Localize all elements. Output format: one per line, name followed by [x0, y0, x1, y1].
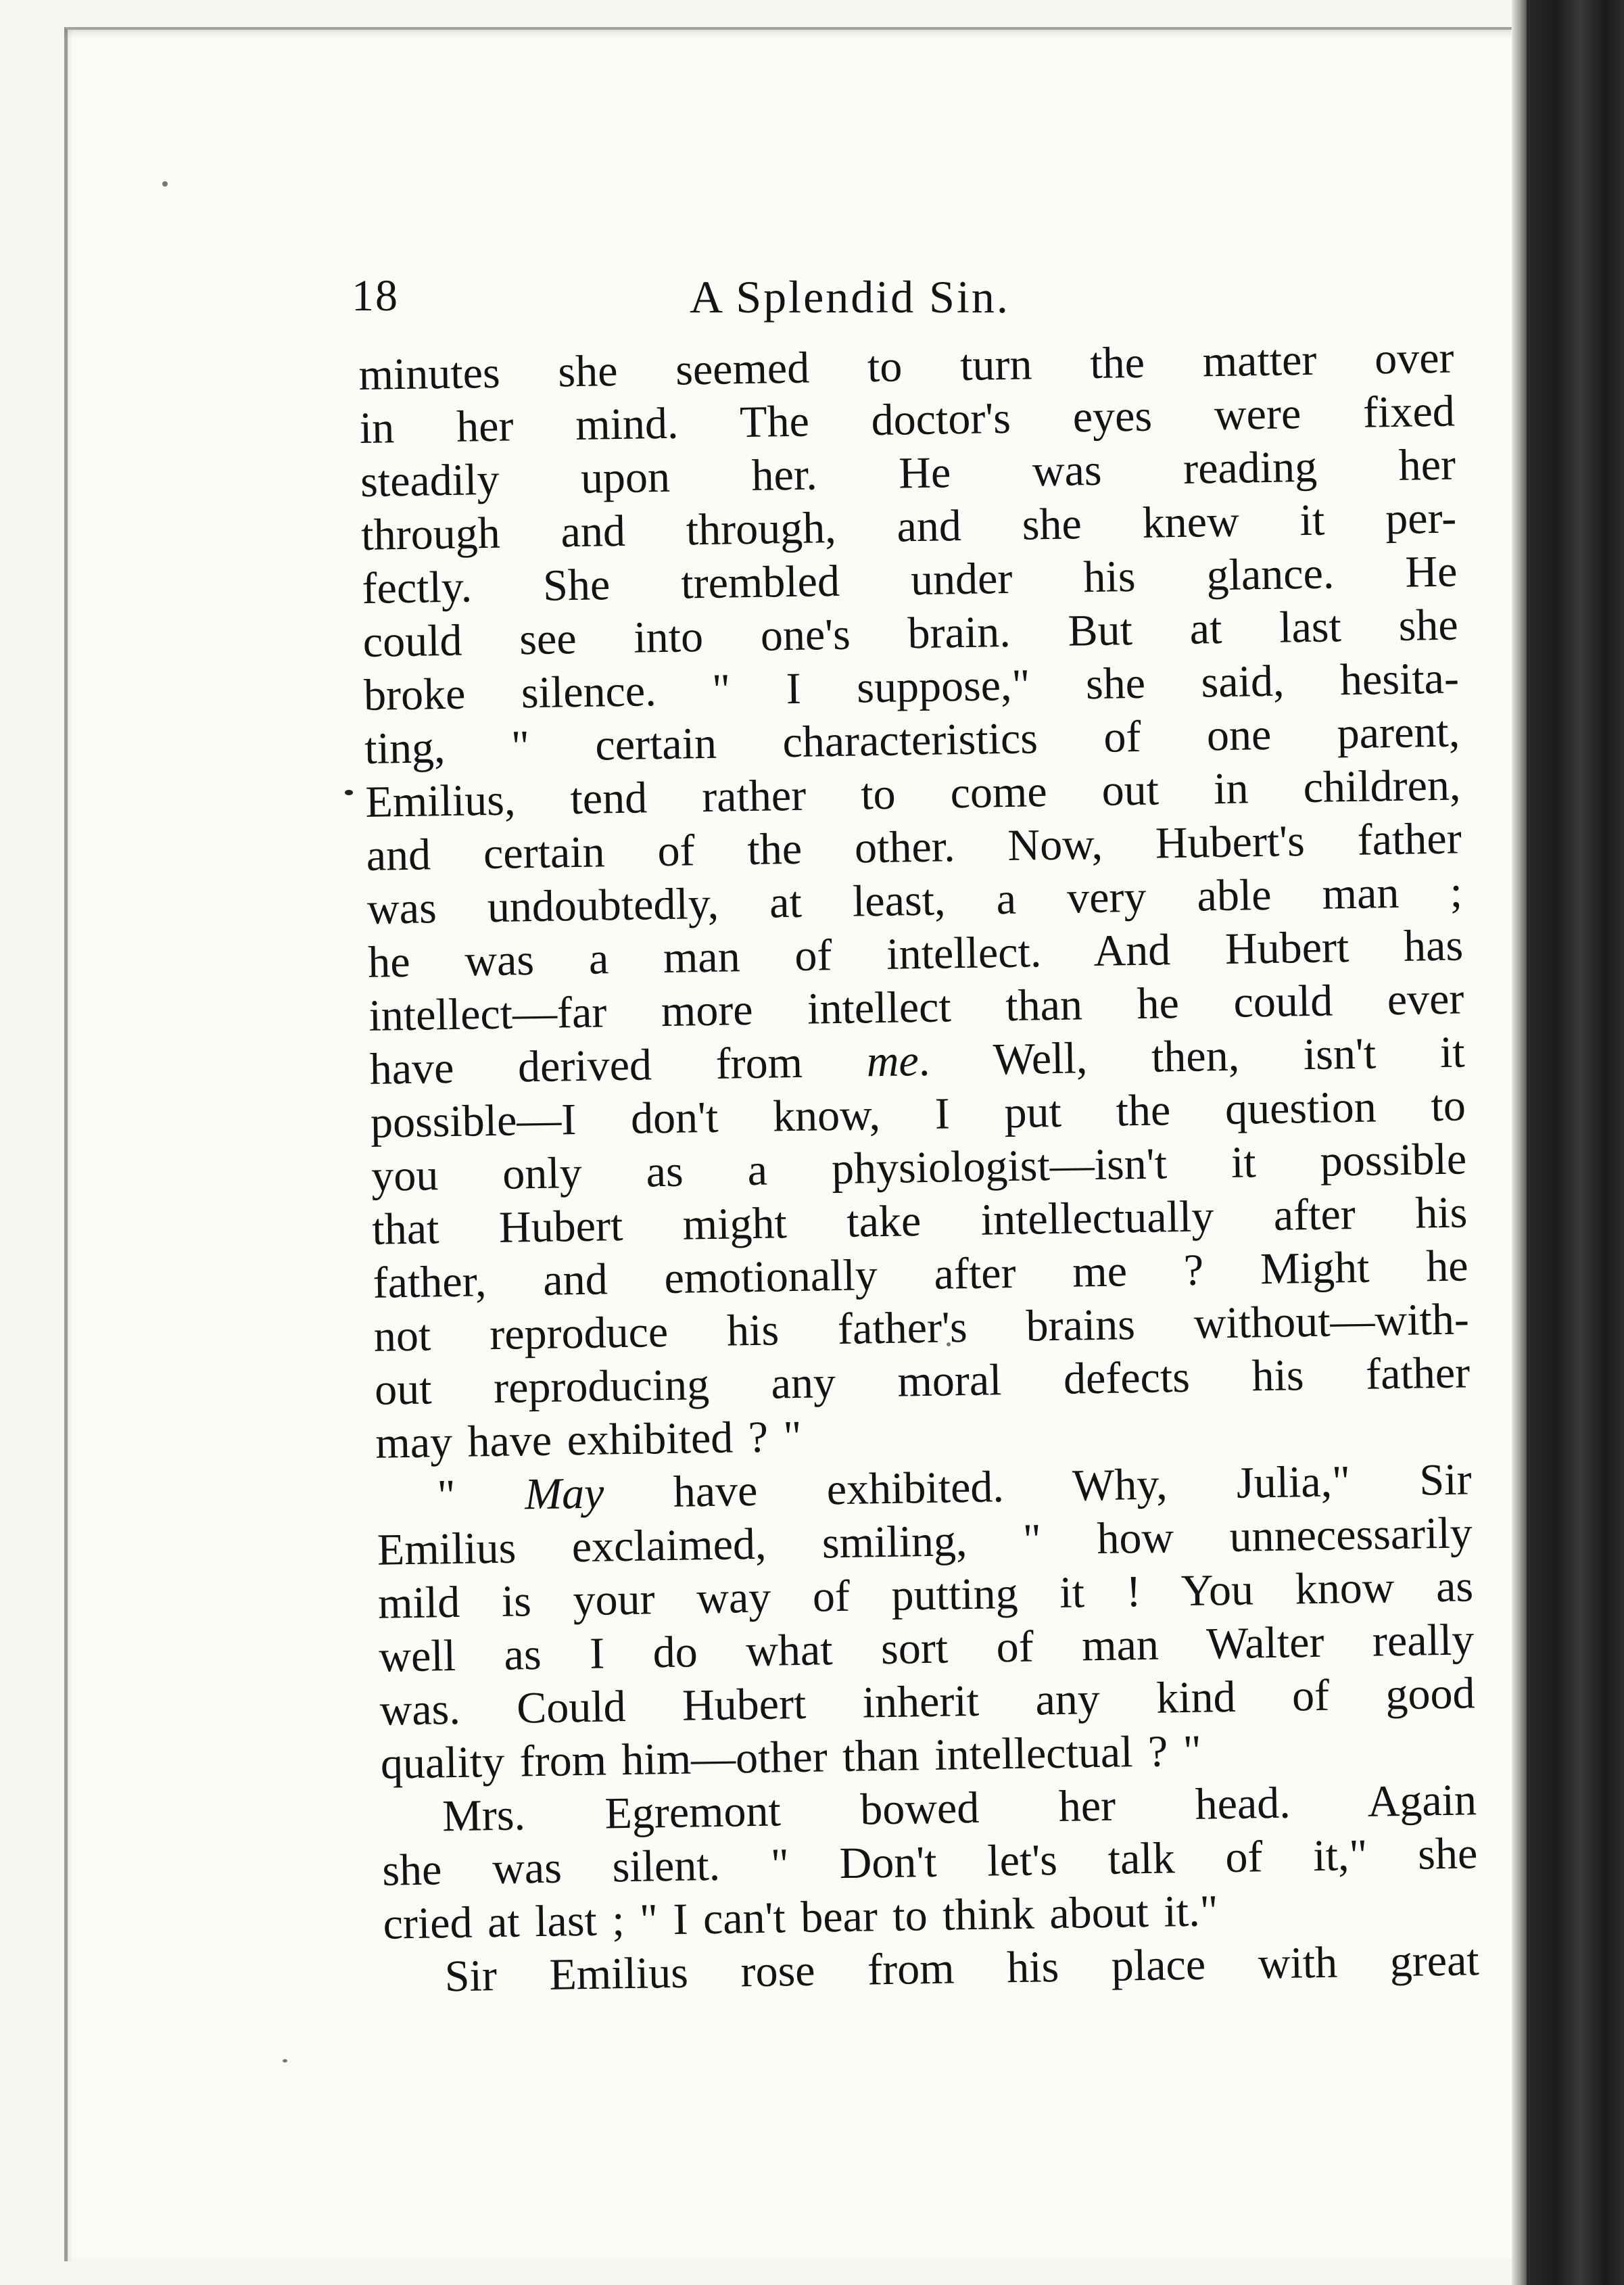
text-line: may have exhibited ? " [375, 1411, 802, 1468]
text-line: cried at last ; " I can't bear to think about it." [383, 1886, 1219, 1949]
text-line: father, and emotionally after me ? Might he [373, 1241, 1469, 1308]
text-line: intellect—far more intellect than he could ever [368, 974, 1464, 1041]
page-top-shadow [64, 27, 1511, 39]
paper-speck [283, 2059, 287, 2063]
paper-speck [162, 181, 168, 187]
text-line: minutes she seemed to turn the matter over [358, 333, 1454, 400]
text-line: Emilius exclaimed, smiling, " how unnecessarily [377, 1508, 1473, 1575]
text-run: . Well, then, isn't it [918, 1027, 1466, 1086]
margin-mark [345, 790, 353, 795]
text-line: ting, " certain characteristics of one parent, [364, 707, 1460, 774]
text-line: out reproducing any moral defects his father [374, 1348, 1471, 1415]
text-line: was. Could Hubert inherit any kind of good [379, 1668, 1476, 1735]
body-text [358, 331, 1479, 2004]
text-line: he was a man of intellect. And Hubert has [367, 920, 1464, 987]
text-line: mild is your way of putting it ! You know as [377, 1561, 1474, 1628]
text-line: was undoubtedly, at least, a very able man ; [366, 867, 1463, 934]
running-header [352, 270, 1379, 345]
text-line: quality from him—other than intellectual ? " [380, 1726, 1202, 1789]
text-line: well as I do what sort of man Walter really [378, 1615, 1475, 1682]
text-line: broke silence. " I suppose," she said, hesita- [363, 653, 1460, 720]
text-line: not reproduce his father's brains without—with- [373, 1294, 1470, 1361]
text-line: fectly. She trembled under his glance. He [362, 546, 1458, 613]
page-number: 18 [352, 271, 399, 321]
text-run: " [437, 1469, 525, 1521]
text-run: have exhibited. Why, Julia," Sir [603, 1455, 1473, 1518]
text-line: that Hubert might take intellectually after his [371, 1187, 1468, 1254]
text-line: possible—I don't know, I put the question to [370, 1081, 1466, 1148]
text-line: in her mind. The doctor's eyes were fixed [359, 386, 1456, 453]
text-line: steadily upon her. He was reading her [360, 440, 1456, 507]
text-line: Emilius, tend rather to come out in children, [364, 760, 1461, 827]
text-line: Mrs. Egremont bowed her head. Again [441, 1775, 1477, 1841]
text-line: and certain of the other. Now, Hubert's father [366, 814, 1462, 880]
italic-word: May [524, 1468, 604, 1520]
italic-word: me [866, 1036, 920, 1087]
book-binding [1527, 0, 1624, 2285]
text-line: could see into one's brain. But at last she [362, 600, 1459, 667]
text-line: through and through, and she knew it per- [360, 493, 1457, 560]
text-line: she was silent. " Don't let's talk of it," she [381, 1829, 1478, 1895]
text-line: you only as a physiologist—isn't it possible [371, 1134, 1467, 1201]
text-run: have derived from [369, 1037, 867, 1094]
text-line: Sir Emilius rose from his place with great [444, 1935, 1480, 2002]
running-title: A Splendid Sin. [690, 271, 1010, 323]
